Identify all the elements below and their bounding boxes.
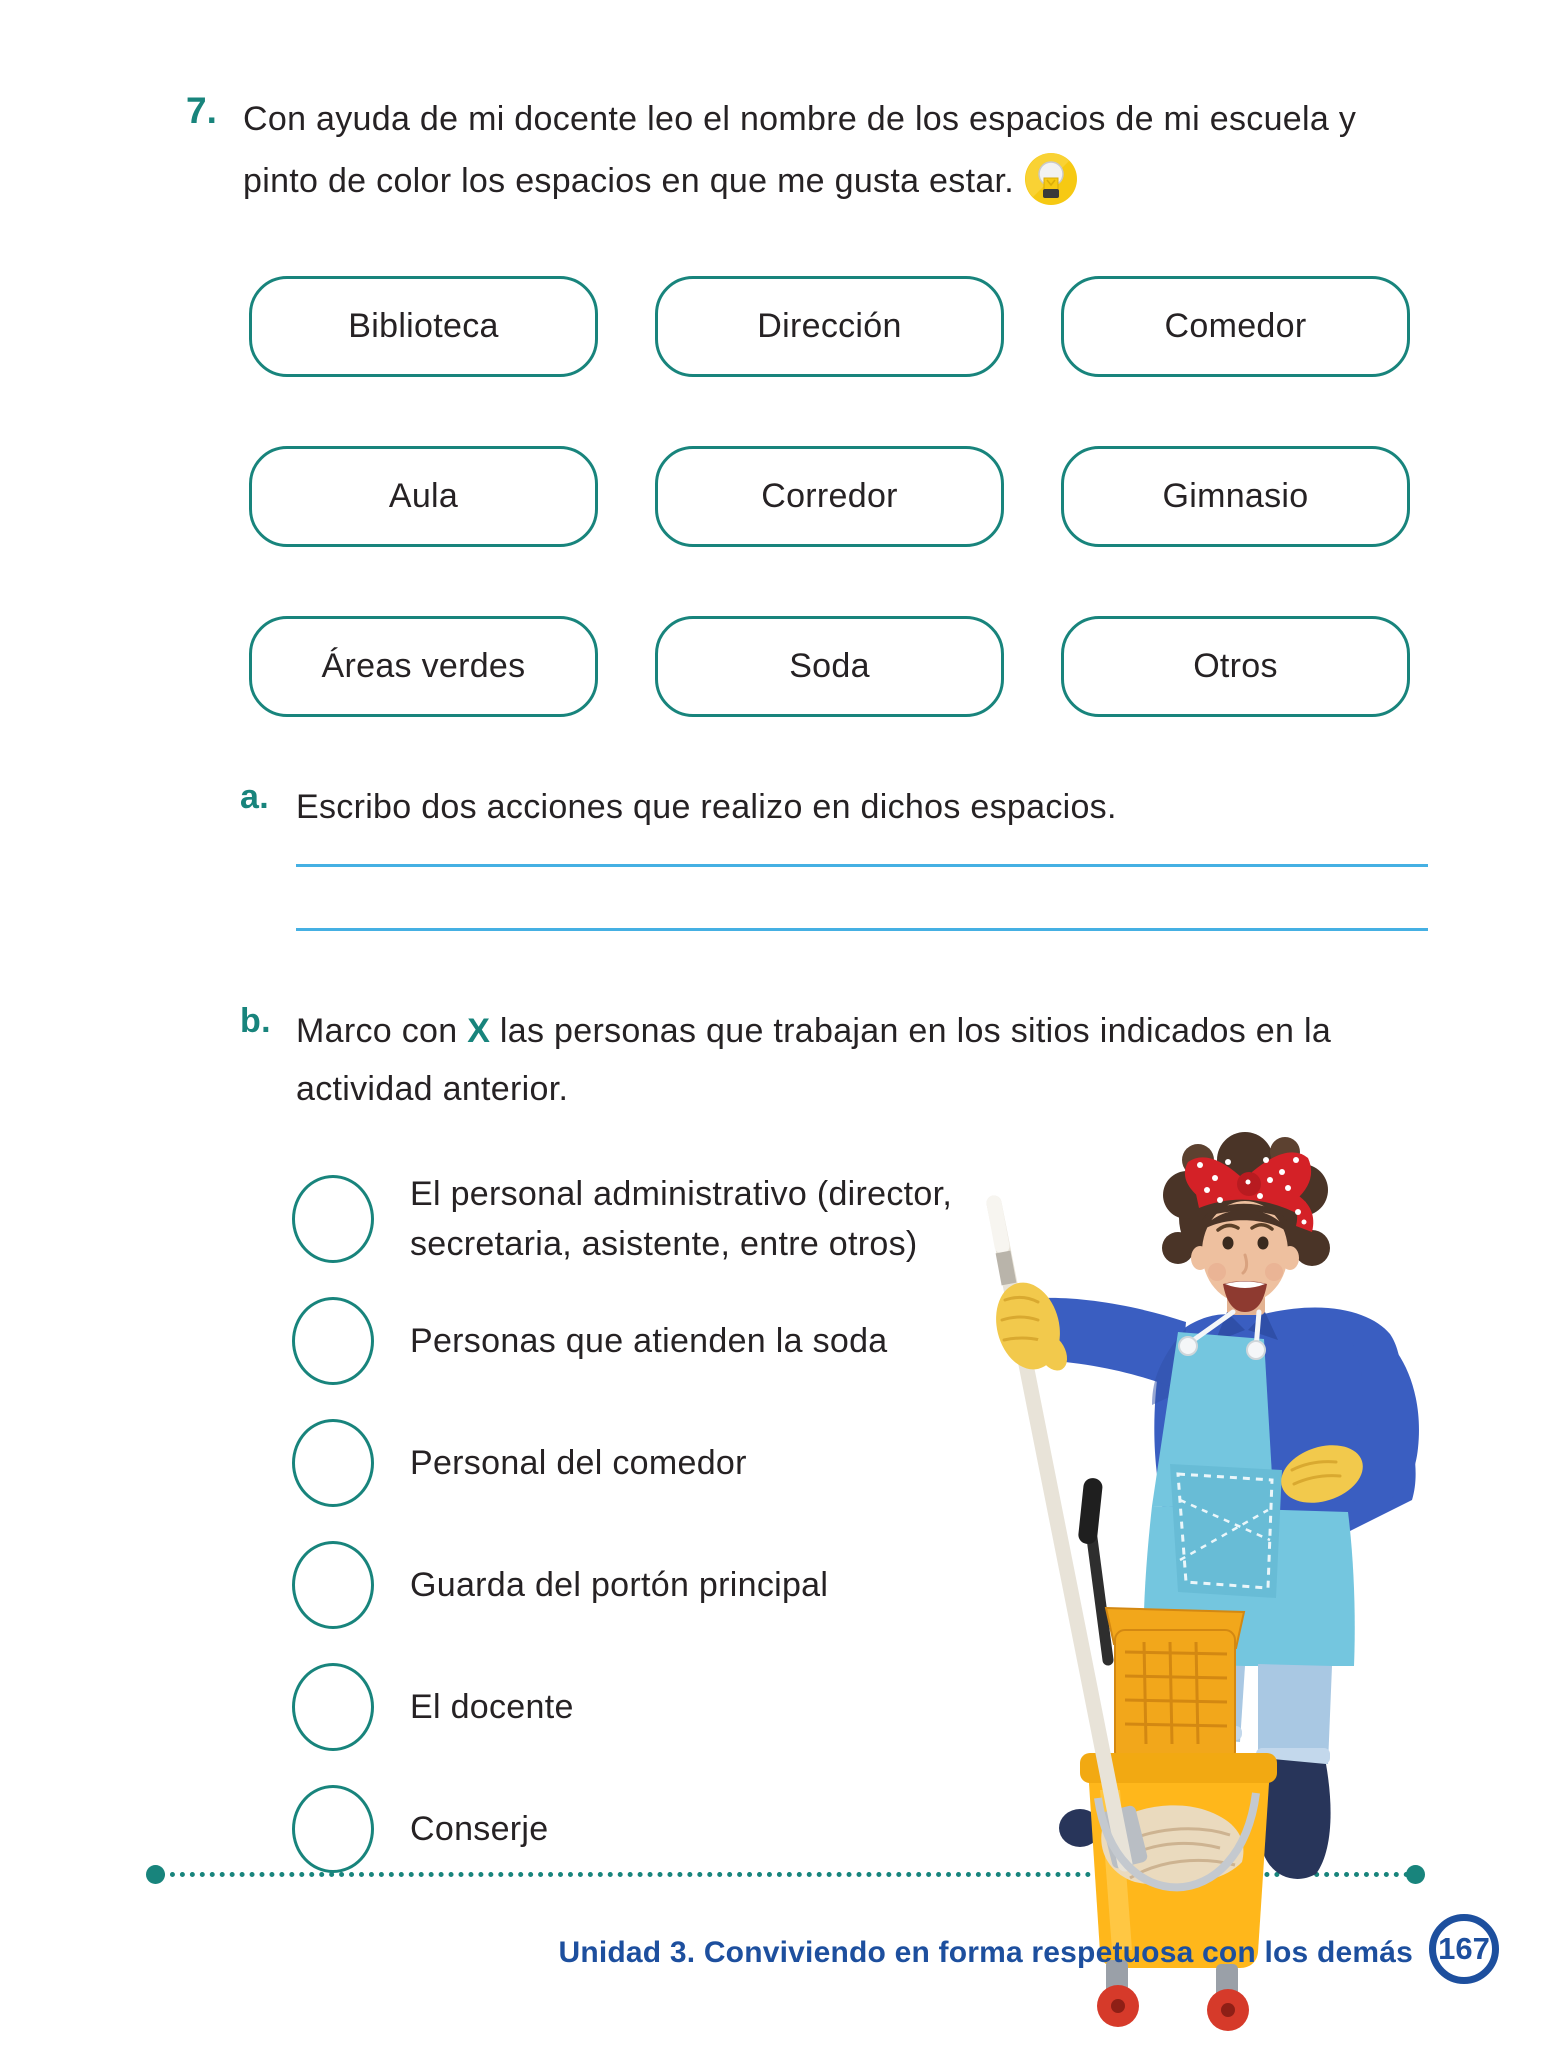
part-b-x-mark: X — [467, 1012, 491, 1050]
check-circle[interactable] — [292, 1663, 374, 1751]
page-number-badge — [1429, 1914, 1499, 1984]
exercise-number: 7. — [186, 90, 217, 131]
check-circle[interactable] — [292, 1175, 374, 1263]
check-circle[interactable] — [292, 1541, 374, 1629]
divider-dot-left — [146, 1865, 165, 1884]
space-box-aula[interactable]: Aula — [249, 446, 598, 547]
check-label: Guarda del portón principal — [410, 1566, 829, 1604]
space-box-direccion[interactable]: Dirección — [655, 276, 1004, 377]
space-box-biblioteca[interactable]: Biblioteca — [249, 276, 598, 377]
check-label: Conserje — [410, 1810, 549, 1848]
check-label: Personal del comedor — [410, 1444, 747, 1482]
check-circle[interactable] — [292, 1419, 374, 1507]
exercise-instruction — [243, 88, 1368, 212]
cleaning-woman-photo — [700, 860, 1430, 2040]
part-b-label: b. — [240, 1002, 271, 1040]
check-circle[interactable] — [292, 1297, 374, 1385]
part-a-text: Escribo dos acciones que realizo en dichos espacios. — [296, 788, 1117, 826]
space-box-soda[interactable]: Soda — [655, 616, 1004, 717]
space-box-areas-verdes[interactable]: Áreas verdes — [249, 616, 598, 717]
footer-unit-title: Unidad 3. Conviviendo en forma respetuosa con los demás — [558, 1936, 1413, 1969]
space-box-gimnasio[interactable]: Gimnasio — [1061, 446, 1410, 547]
page-number: 167 — [1438, 1931, 1490, 1966]
part-b-text-after: las personas que trabajan en los sitios indicados en la actividad anterior. — [296, 1012, 1332, 1108]
exercise-instruction-text: Con ayuda de mi docente leo el nombre de los espacios de mi escuela y pinto de color los espacios en que me gusta estar. — [243, 100, 1357, 200]
wringer-basket — [1106, 1608, 1244, 1762]
space-box-corredor[interactable]: Corredor — [655, 446, 1004, 547]
check-circle[interactable] — [292, 1785, 374, 1873]
space-box-otros[interactable]: Otros — [1061, 616, 1410, 717]
wheels — [1097, 1960, 1249, 2031]
space-box-comedor[interactable]: Comedor — [1061, 276, 1410, 377]
part-a-label: a. — [240, 778, 269, 816]
lightbulb-icon — [1024, 152, 1078, 206]
check-label: Personas que atienden la soda — [410, 1322, 888, 1360]
part-b-text-before: Marco con — [296, 1012, 468, 1050]
check-label: El docente — [410, 1688, 574, 1726]
check-label: El personal administrativo (director, secretaria, asistente, entre otros) — [410, 1175, 953, 1263]
